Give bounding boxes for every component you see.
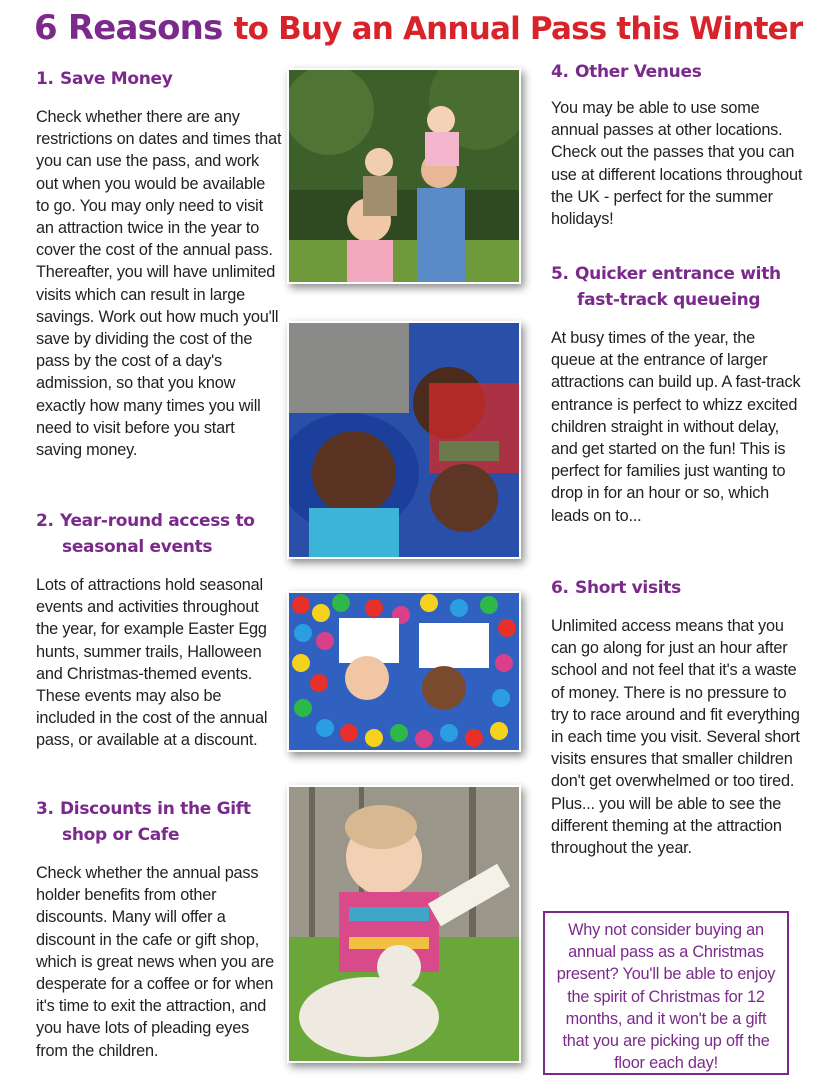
section-heading: 5. Quicker entrance with fast-track queueing bbox=[551, 264, 781, 310]
section-save-money bbox=[36, 66, 282, 461]
section-body: Check whether the annual pass holder benefits from other discounts. Many will offer a discount in the cafe or gift shop, which is great news when you are desperate for a coffee or for when it's time to exit the attraction, and you have lots of pleading eyes from the children. bbox=[36, 864, 274, 1060]
title-part-2: to Buy an Annual Pass this Winter bbox=[233, 11, 803, 47]
section-body: Unlimited access means that you can go along for just an hour after school and not feel that it's a waste of money. There is no pressure to try to race around and fit everything in each time you visit. Several short visits ensures that smaller children don't get overwhelmed or too tired. Plus... you will be able to see the different theming at the attraction throughout the year. bbox=[551, 617, 800, 858]
toddler-lamb-photo bbox=[287, 785, 521, 1063]
section-discounts bbox=[36, 796, 282, 1062]
section-heading: 6. Short visits bbox=[551, 578, 681, 598]
christmas-promo-box: Why not consider buying an annual pass as a Christmas present? You'll be able to enjoy the spirit of Christmas for 12 months, and it won't be a gift that you are picking up off the floor each day! bbox=[543, 911, 789, 1075]
ball-pit-photo bbox=[287, 591, 521, 752]
section-quicker-entrance bbox=[551, 261, 803, 527]
section-heading: 4. Other Venues bbox=[551, 62, 702, 82]
section-body: Check whether there are any restrictions on dates and times that you can use the pass, and work out when you would be available to go. You may only need to visit an attraction twice in the year to cover the cost of the annual pass. Thereafter, you will have unlimited visits which can result in large savings. Work out how much you'll save by dividing the cost of the pass by the cost of a day's admission, so that you know exactly how many times you will need to visit before you start saving money. bbox=[36, 108, 282, 460]
page-title bbox=[34, 2, 824, 55]
section-other-venues bbox=[551, 59, 803, 230]
section-body: Lots of attractions hold seasonal events and activities throughout the year, for example Easter Egg hunts, summer trails, Halloween and Christmas-themed events. These events may also be included in the cost of the annual pass, or available at a discount. bbox=[36, 576, 268, 750]
title-part-1: 6 Reasons bbox=[34, 8, 223, 48]
section-heading: 2. Year-round access to seasonal events bbox=[36, 511, 255, 557]
section-heading: 3. Discounts in the Gift shop or Cafe bbox=[36, 799, 251, 845]
section-heading: 1. Save Money bbox=[36, 69, 173, 89]
section-short-visits bbox=[551, 575, 803, 859]
children-slide-photo bbox=[287, 321, 521, 559]
family-photo bbox=[287, 68, 521, 284]
section-body: At busy times of the year, the queue at the entrance of larger attractions can build up. A fast-track entrance is perfect to whizz excited children straight in without delay, and get started on the fun! This is perfect for families just wanting to drop in for an hour or so, which leads on to... bbox=[551, 329, 801, 525]
section-year-round-access bbox=[36, 508, 282, 752]
section-body: You may be able to use some annual passes at other locations. Check out the passes that you can use at different locations throughout the UK - perfect for the summer holidays! bbox=[551, 99, 803, 229]
